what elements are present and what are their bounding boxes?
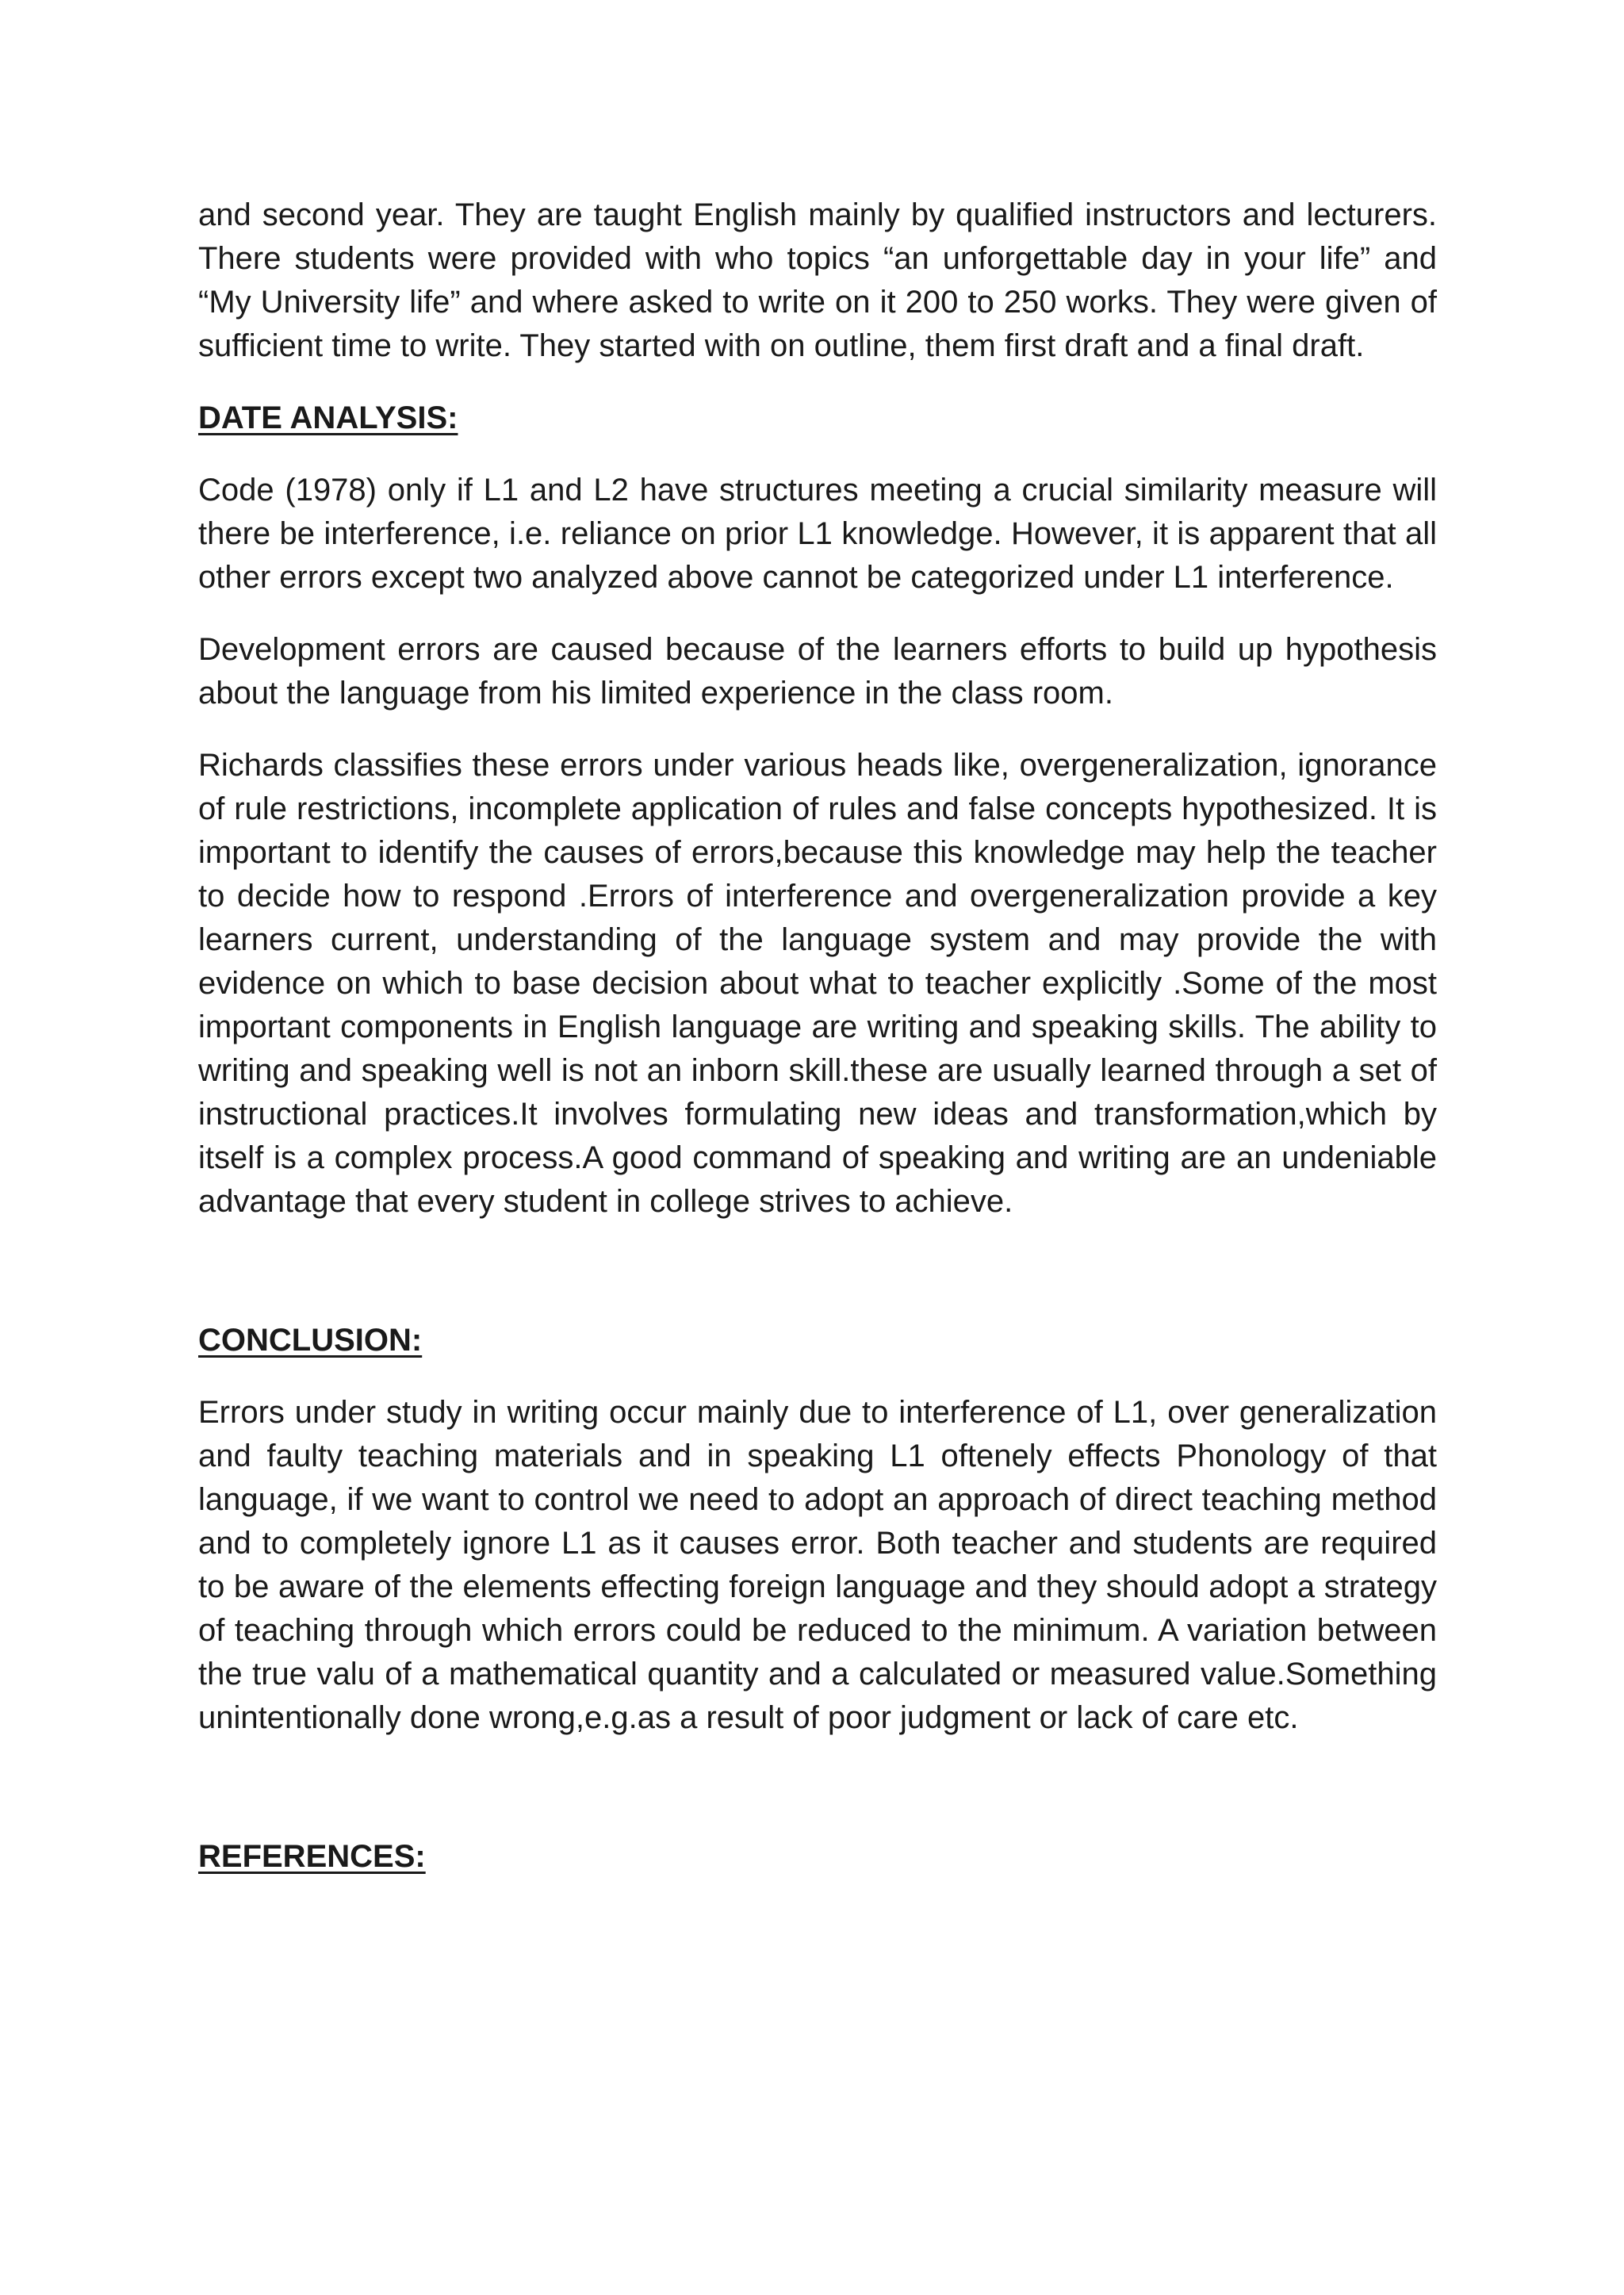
date-analysis-paragraph-1: Code (1978) only if L1 and L2 have structures meeting a crucial similarity measure will there be interference, i.e. reliance on prior L1 knowledge. However, it is apparent that all other errors except two analyzed above cannot be categorized under L1 interference. xyxy=(198,473,1437,595)
intro-paragraph: and second year. They are taught English mainly by qualified instructors and lecturers. There students were provided with who topics “an unforgettable day in your life” and “My University life” and where asked to write on it 200 to 250 works. They were given of sufficient time to write. They started with on outline, them first draft and a final draft. xyxy=(198,197,1437,363)
date-analysis-paragraph-2: Development errors are caused because of the learners efforts to build up hypothesis about the language from his limited experience in the class room. xyxy=(198,632,1437,711)
section-gap xyxy=(198,1252,1437,1319)
references-heading: REFERENCES: xyxy=(198,1839,426,1874)
date-analysis-heading: DATE ANALYSIS: xyxy=(198,400,458,435)
conclusion-paragraph: Errors under study in writing occur mainly due to interference of L1, over generalization and faulty teaching materials and in speaking L1 oftenely effects Phonology of that language, if we want to control we need to adopt an approach of direct teaching method and to completely ignore L1 as it causes error. Both teacher and students are required to be aware of the elements effecting foreign language and they should adopt a strategy of teaching through which errors could be reduced to the minimum. A variation between the true valu of a mathematical quantity and a calculated or measured value.Something unintentionally done wrong,e.g.as a result of poor judgment or lack of care etc. xyxy=(198,1395,1437,1735)
page-content xyxy=(198,193,1437,1907)
conclusion-heading: CONCLUSION: xyxy=(198,1323,423,1358)
section-gap xyxy=(198,1768,1437,1835)
date-analysis-paragraph-3: Richards classifies these errors under various heads like, overgeneralization, ignorance of rule restrictions, incomplete application of rules and false concepts hypothesized. It is important to identify the causes of errors,because this knowledge may help the teacher to decide how to respond .Errors of interference and overgeneralization provide a key learners current, understanding of the language system and may provide the with evidence on which to base decision about what to teacher explicitly .Some of the most important components in English language are writing and speaking skills. The ability to writing and speaking well is not an inborn skill.these are usually learned through a set of instructional practices.It involves formulating new ideas and transformation,which by itself is a complex process.A good command of speaking and writing are an undeniable advantage that every student in college strives to achieve. xyxy=(198,748,1437,1219)
